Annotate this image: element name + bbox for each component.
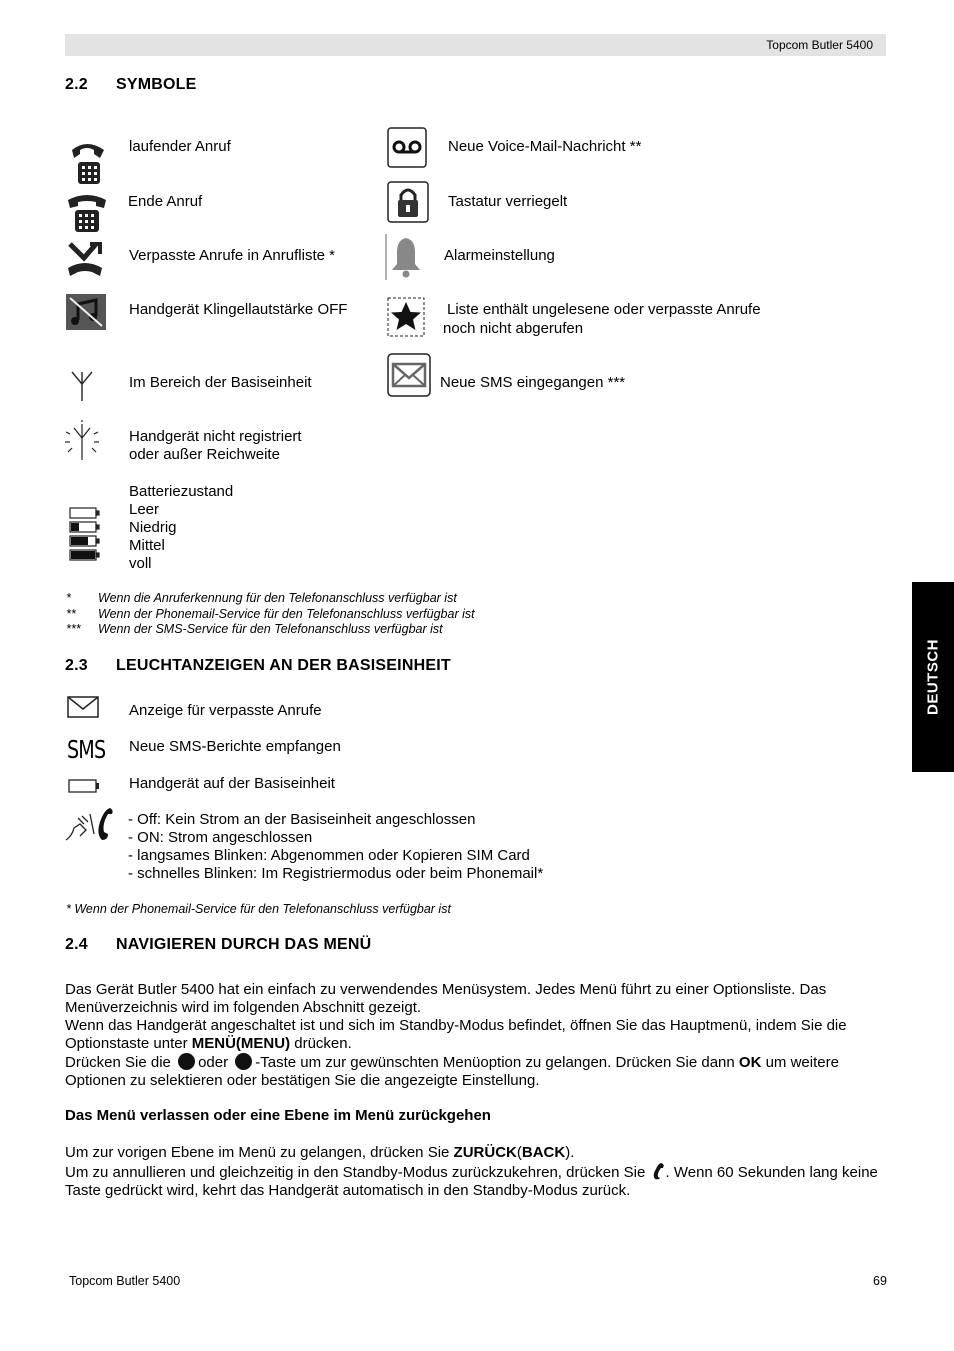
antenna-blinking-icon [64,420,100,462]
battery-label-medium: Mittel [129,537,165,554]
led-label-power-on: - ON: Strom angeschlossen [128,829,313,846]
nav-paragraph-4: Um zur vorigen Ebene im Menü zu gelangen, drücken Sie ZURÜCK(BACK). [65,1144,575,1161]
battery-label-full: voll [129,555,152,572]
sms-led-icon: SMS [67,735,106,764]
battery-label-low: Niedrig [129,519,177,536]
nav-paragraph-3: Drücken Sie die oder -Taste um zur gewünschten Menüoption zu gelangen. Drücken Sie dann OK um weitere Optionen zu selektieren oder bestätigen Sie die angezeigte Einstellung. [65,1054,839,1089]
battery-label-empty: Leer [129,501,160,518]
symbol-label-keypad-locked: Tastatur verriegelt [448,193,568,210]
language-tab [912,582,954,772]
symbol-label-end-call: Ende Anruf [128,193,203,210]
language-tab-label: DEUTSCH [924,638,942,716]
battery-levels-icon [69,506,100,562]
page-number: 69 [873,1274,887,1288]
nav-paragraph-2: Wenn das Handgerät angeschaltet ist und sich im Standby-Modus befindet, öffnen Sie das Hauptmenü, indem Sie die Optionstaste unter MENÜ(MENU) drücken. [65,1017,847,1052]
footnote-leds: * Wenn der Phonemail-Service für den Telefonanschluss verfügbar ist [66,902,451,916]
led-label-missed: Anzeige für verpasste Anrufe [129,702,322,719]
header-bar [65,34,886,56]
battery-led-icon [68,779,100,794]
nav-down-key-icon [235,1053,252,1070]
active-call-icon [66,140,108,188]
envelope-led-icon [67,696,99,718]
keypad-lock-icon [387,181,429,223]
symbol-label-unread-calls-2: noch nicht abgerufen [443,320,584,337]
end-call-icon [66,192,108,234]
symbol-label-not-registered: Handgerät nicht registriert [129,428,302,445]
battery-heading: Batteriezustand [129,483,234,500]
end-call-key-icon [650,1162,666,1180]
nav-paragraph-5: Um zu annullieren und gleichzeitig in den Standby-Modus zurückzukehren, drücken Sie . Wenn 60 Sekunden lang keine Taste gedrückt wird, kehrt das Handgerät automatisch in den Standby-Modus zurück. [65,1164,878,1199]
nav-up-key-icon [178,1053,195,1070]
symbol-label-alarm: Alarmeinstellung [444,247,555,264]
led-label-base: Handgerät auf der Basiseinheit [129,775,335,792]
symbol-label-active-call: laufender Anruf [129,138,231,155]
power-led-icon [64,806,116,842]
symbol-label-out-of-range: oder außer Reichweite [129,446,280,463]
led-label-power-slow: - langsames Blinken: Abgenommen oder Kopieren SIM Card [128,847,530,864]
ringer-off-icon [66,294,106,330]
antenna-icon [68,370,96,402]
footer-title: Topcom Butler 5400 [69,1274,181,1288]
missed-call-icon [66,240,104,278]
symbol-label-new-sms: Neue SMS eingegangen *** [440,374,626,391]
alarm-bell-icon [385,234,427,280]
header-title: Topcom Butler 5400 [766,38,873,52]
symbol-label-missed-calls: Verpasste Anrufe in Anrufliste * [129,247,335,264]
symbol-label-in-range: Im Bereich der Basiseinheit [129,374,312,391]
led-label-sms: Neue SMS-Berichte empfangen [129,738,341,755]
nav-subheading: Das Menü verlassen oder eine Ebene im Menü zurückgehen [65,1107,491,1124]
led-label-power-off: - Off: Kein Strom an der Basiseinheit angeschlossen [128,811,476,828]
new-calls-star-icon [387,297,425,337]
symbol-label-ringer-off: Handgerät Klingellautstärke OFF [129,301,348,318]
nav-paragraph-1: Das Gerät Butler 5400 hat ein einfach zu verwendendes Menüsystem. Jedes Menü führt zu einer Optionsliste. Das Menüverzeichnis wird im folgenden Abschnitt gezeigt. [65,981,827,1016]
led-label-power-fast: - schnelles Blinken: Im Registriermodus oder beim Phonemail* [128,865,544,882]
voicemail-icon [387,127,427,168]
symbol-label-voicemail: Neue Voice-Mail-Nachricht ** [448,138,642,155]
symbol-label-unread-calls: Liste enthält ungelesene oder verpasste Anrufe [447,301,761,318]
sms-envelope-icon [387,353,431,397]
